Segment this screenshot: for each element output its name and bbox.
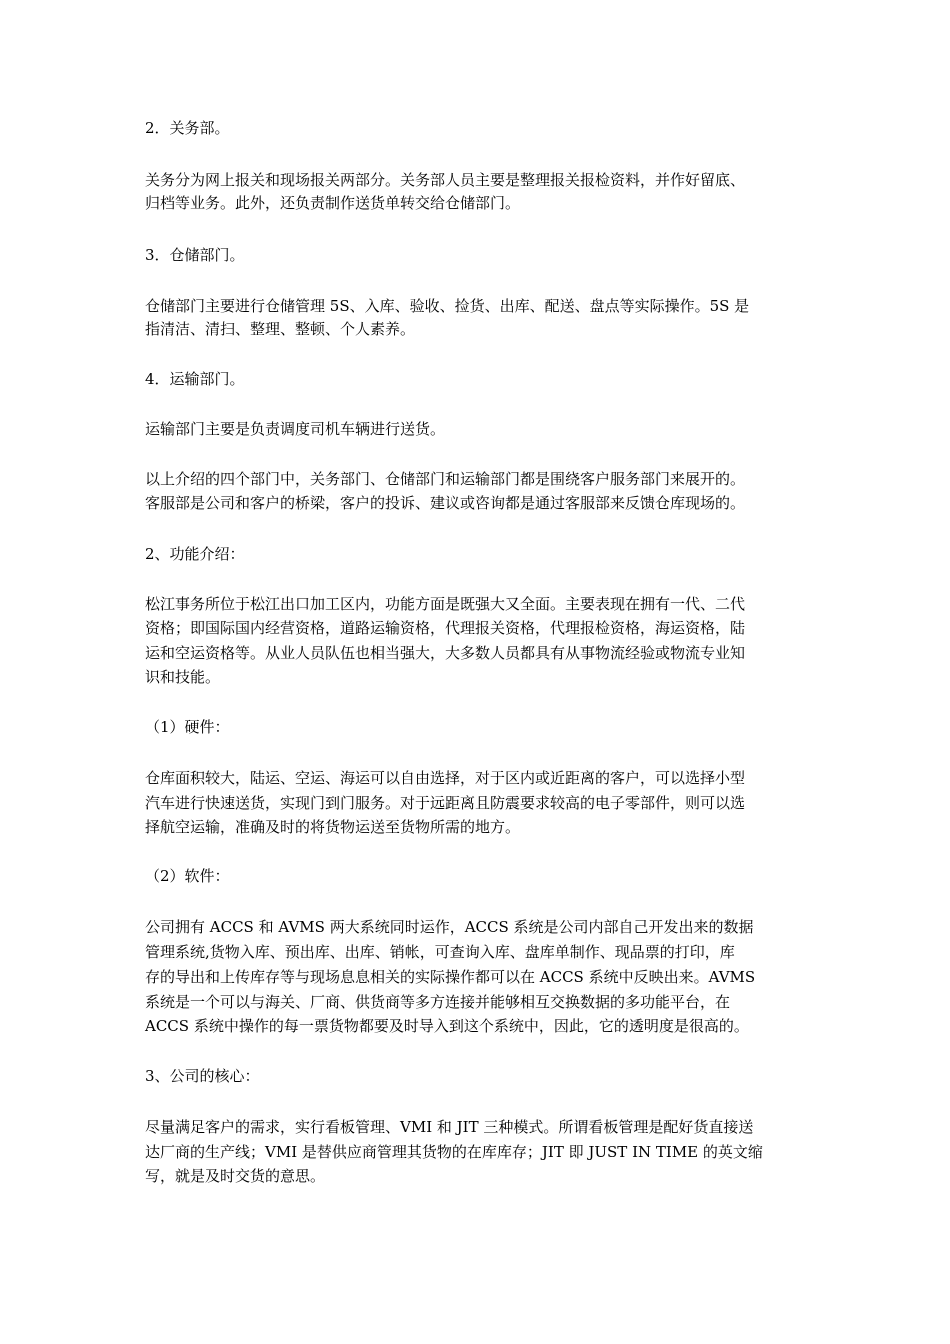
paragraph-line: 仓储部门主要进行仓储管理 5S、入库、验收、捡货、出库、配送、盘点等实际操作。5S 是 [145,297,750,315]
paragraph-line: 关务分为网上报关和现场报关两部分。关务部人员主要是整理报关报检资料，并作好留底、 [145,171,746,189]
paragraph-line: 存的导出和上传库存等与现场息息相关的实际操作都可以在 ACCS 系统中反映出来。AVMS [145,968,756,986]
paragraph-line: 公司拥有 ACCS 和 AVMS 两大系统同时运作，ACCS 系统是公司内部自己开发出来的数据 [145,918,754,936]
paragraph-line: 运输部门主要是负责调度司机车辆进行送货。 [145,420,446,438]
heading-hardware: （1）硬件： [145,718,230,736]
heading-software: （2）软件： [145,867,230,885]
paragraph-line: 仓库面积较大，陆运、空运、海运可以自由选择，对于区内或近距离的客户，可以选择小型 [145,769,746,787]
heading-core: 3、公司的核心： [145,1067,260,1085]
paragraph-line: 松江事务所位于松江出口加工区内，功能方面是既强大又全面。主要表现在拥有一代、二代 [145,595,746,613]
paragraph-line: 指清洁、清扫、整理、整顿、个人素养。 [145,320,416,338]
paragraph-line: 识和技能。 [145,668,221,686]
paragraph-line: 归档等业务。此外，还负责制作送货单转交给仓储部门。 [145,194,521,212]
paragraph-line: 尽量满足客户的需求，实行看板管理、VMI 和 JIT 三种模式。所谓看板管理是配好货直接送 [145,1118,754,1136]
heading-functions: 2、功能介绍： [145,545,245,563]
heading-customs-dept: 2．关务部。 [145,119,230,137]
paragraph-line: 汽车进行快速送货，实现门到门服务。对于远距离且防震要求较高的电子零部件，则可以选 [145,794,746,812]
paragraph-line: 写，就是及时交货的意思。 [145,1167,326,1185]
paragraph-line: 以上介绍的四个部门中，关务部门、仓储部门和运输部门都是围绕客户服务部门来展开的。 [145,470,746,488]
paragraph-line: 管理系统,货物入库、预出库、出库、销帐，可查询入库、盘库单制作、现品票的打印，库 [145,943,735,961]
paragraph-line: 资格；即国际国内经营资格，道路运输资格，代理报关资格，代理报检资格，海运资格，陆 [145,619,746,637]
paragraph-line: ACCS 系统中操作的每一票货物都要及时导入到这个系统中，因此，它的透明度是很高的。 [145,1017,749,1035]
paragraph-line: 客服部是公司和客户的桥梁，客户的投诉、建议或咨询都是通过客服部来反馈仓库现场的。 [145,494,746,512]
paragraph-line: 达厂商的生产线；VMI 是替供应商管理其货物的在库库存；JIT 即 JUST IN TIME 的英文缩 [145,1143,763,1161]
heading-transport-dept: 4．运输部门。 [145,370,245,388]
paragraph-line: 运和空运资格等。从业人员队伍也相当强大，大多数人员都具有从事物流经验或物流专业知 [145,644,746,662]
heading-warehouse-dept: 3．仓储部门。 [145,246,245,264]
paragraph-line: 择航空运输，准确及时的将货物运送至货物所需的地方。 [145,818,521,836]
paragraph-line: 系统是一个可以与海关、厂商、供货商等多方连接并能够相互交换数据的多功能平台，在 [145,993,731,1011]
